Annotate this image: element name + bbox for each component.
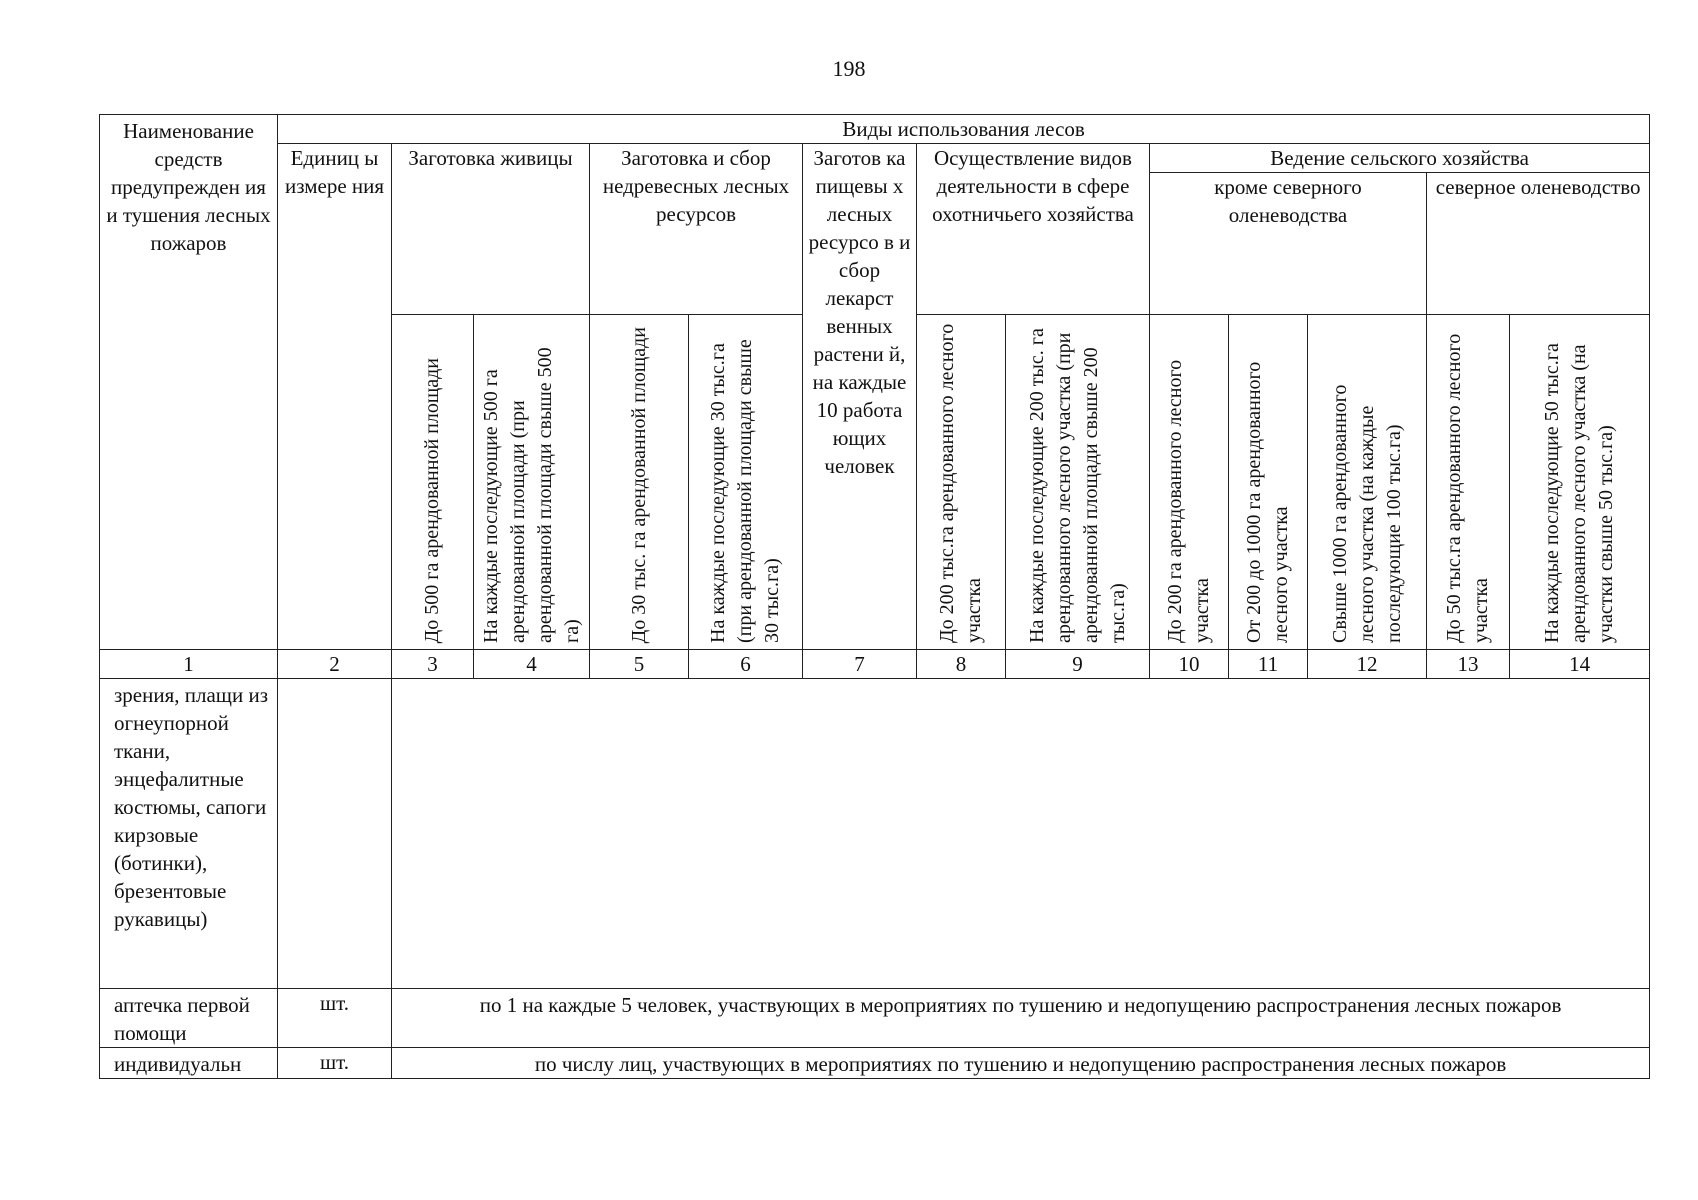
row-norm [392, 679, 1650, 989]
row-name: зрения, плащи из огнеупорной ткани, энцефалитные костюмы, сапоги кирзовые (ботинки), брезентовые рукавицы) [100, 679, 278, 989]
row-name: аптечка первой помощи [100, 989, 278, 1048]
subheader-col-10 [1150, 315, 1229, 650]
column-number: 8 [917, 650, 1006, 679]
subheader-col-3 [392, 315, 474, 650]
column-number: 1 [100, 650, 278, 679]
subheader-col-13 [1427, 315, 1510, 650]
header-cell-unit: Единиц ы измере ния [278, 144, 392, 650]
subheader-label: До 500 га арендованной площади [421, 357, 443, 643]
column-number: 11 [1229, 650, 1308, 679]
subheader-label: До 200 га арендованного лесного участка [1164, 359, 1213, 643]
column-number: 7 [803, 650, 917, 679]
header-cell-resin: Заготовка живицы [392, 144, 590, 315]
subheader-col-12 [1308, 315, 1427, 650]
header-cell-hunting: Осуществление видов деятельности в сфере охотничьего хозяйства [917, 144, 1150, 315]
subheader-label: Свыше 1000 га арендованного лесного участка (на каждые последующие 100 тыс.га) [1328, 384, 1405, 643]
header-cell-agri-reindeer: северное оленеводство [1427, 173, 1650, 315]
header-cell-food: Заготов ка пищевы х лесных ресурсо в и сбор лекарст венных растени й, на каждые 10 работа ющих человек [803, 144, 917, 650]
table-row [100, 679, 1650, 989]
row-norm: по числу лиц, участвующих в мероприятиях по тушению и недопущению распространения лесных пожаров [392, 1048, 1650, 1079]
column-number: 5 [590, 650, 689, 679]
column-number: 13 [1427, 650, 1510, 679]
header-cell-nonwood: Заготовка и сбор недревесных лесных ресурсов [590, 144, 803, 315]
column-number: 12 [1308, 650, 1427, 679]
row-unit: шт. [278, 989, 392, 1048]
column-number: 9 [1006, 650, 1150, 679]
column-number: 3 [392, 650, 474, 679]
header-cell-name: Наименование средств предупрежден ия и тушения лесных пожаров [100, 115, 278, 650]
subheader-col-9 [1006, 315, 1150, 650]
subheader-col-6 [689, 315, 803, 650]
subheader-col-14 [1510, 315, 1650, 650]
subheader-label: На каждые последующие 30 тыс.га (при арендованной площади свыше 30 тыс.га) [707, 339, 783, 643]
column-number: 6 [689, 650, 803, 679]
subheader-label: До 30 тыс. га арендованной площади [627, 326, 650, 643]
subheader-label: До 200 тыс.га арендованного лесного участка [936, 323, 985, 643]
row-name: индивидуальн [100, 1048, 278, 1079]
subheader-col-5 [590, 315, 689, 650]
subheader-col-8 [917, 315, 1006, 650]
column-number: 4 [474, 650, 590, 679]
subheader-label: На каждые последующие 50 тыс.га арендованного лесного участка (на участки свыше 50 тыс.га) [1541, 343, 1618, 643]
row-norm: по 1 на каждые 5 человек, участвующих в мероприятиях по тушению и недопущению распространения лесных пожаров [392, 989, 1650, 1048]
table-row [100, 1048, 1650, 1079]
row-unit: шт. [278, 1048, 392, 1079]
row-unit [278, 679, 392, 989]
table-row [100, 989, 1650, 1048]
header-cell-group: Виды использования лесов [278, 115, 1650, 144]
forest-fire-equipment-table [99, 114, 1650, 1079]
subheader-label: От 200 до 1000 га арендованного лесного участка [1243, 361, 1292, 643]
header-cell-agri: Ведение сельского хозяйства [1150, 144, 1650, 173]
column-number: 2 [278, 650, 392, 679]
page-number: 198 [832, 56, 866, 81]
subheader-label: На каждые последующие 500 га арендованной площади (при арендованной площади свыше 500 га) [479, 347, 583, 643]
column-number: 14 [1510, 650, 1650, 679]
subheader-col-11 [1229, 315, 1308, 650]
header-cell-agri-non-reindeer: кроме северного оленеводства [1150, 173, 1427, 315]
column-number-row [100, 650, 1650, 679]
subheader-label: До 50 тыс.га арендованного лесного участка [1443, 333, 1492, 643]
subheader-label: На каждые последующие 200 тыс. га арендованного лесного участка (при арендованной площади свыше 200 тыс.га) [1025, 328, 1129, 643]
subheader-col-4 [474, 315, 590, 650]
column-number: 10 [1150, 650, 1229, 679]
